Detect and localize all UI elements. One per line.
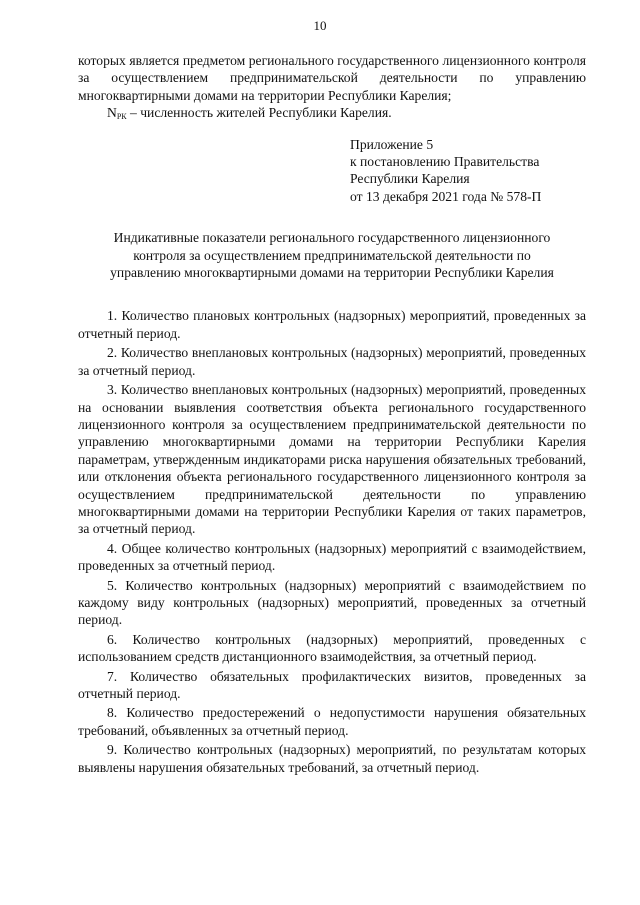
list-item: 6. Количество контрольных (надзорных) мероприятий, проведенных с использованием средств дистанционного взаимодействия, за отчетный период. (78, 631, 586, 665)
list-item: 5. Количество контрольных (надзорных) мероприятий с взаимодействием по каждому виду контрольных (надзорных) мероприятий, проведенных за отчетный период. (78, 577, 586, 628)
list-item: 7. Количество обязательных профилактических визитов, проведенных за отчетный период. (78, 668, 586, 701)
list-item: 3. Количество внеплановых контрольных (надзорных) мероприятий, проведенных на основании выявления соответствия объекта регионального государственного лицензионного контроля за осуществлением предпринимательской деятельности по управлению многоквартирными домами на территории Республики Карелия параметрам, утвержденным индикаторами риска нарушения обязательных требований, или отклонения объекта регионального государственного лицензионного контроля за осуществлением предпринимательской деятельности по управлению многоквартирными домами на территории Республики Карелия от таких параметров, за отчетный период. (78, 382, 586, 537)
list-item: 1. Количество плановых контрольных (надзорных) мероприятий, проведенных за отчетный период. (78, 308, 586, 341)
appendix-line-1: Приложение 5 (350, 136, 434, 152)
page-number: 10 (313, 18, 327, 33)
document-title: Индикативные показатели регионального государственного лицензионного контроля за осуществлением предпринимательской деятельности по управлению многоквартирными домами на территории Республики Карелия (110, 230, 554, 281)
indicator-list (78, 307, 586, 776)
list-item: 4. Общее количество контрольных (надзорных) мероприятий с взаимодействием, проведенных за отчетный период. (78, 540, 586, 574)
list-item: 2. Количество внеплановых контрольных (надзорных) мероприятий, проведенных за отчетный период. (78, 345, 586, 378)
appendix-line-3: Республики Карелия (350, 171, 470, 187)
appendix-line-4: от 13 декабря 2021 года № 578-П (350, 188, 542, 204)
list-item: 9. Количество контрольных (надзорных) мероприятий, по результатам которых выявлены нарушения обязательных требований, за отчетный период. (78, 742, 586, 775)
definition-text: – численность жителей Республики Карелия. (126, 105, 392, 121)
document-body (78, 52, 586, 778)
list-item: 8. Количество предостережений о недопустимости нарушения обязательных требований, объявленных за отчетный период. (78, 705, 586, 738)
definition-subscript: РК (116, 112, 127, 122)
appendix-header (350, 136, 586, 206)
definition-symbol: N (107, 105, 117, 121)
definition-paragraph (78, 104, 586, 125)
continuation-paragraph: которых является предметом регионального государственного лицензионного контроля за осуществлением предпринимательской деятельности по управлению многоквартирными домами на территории Республики Карелия; (78, 53, 586, 103)
appendix-line-2: к постановлению Правительства (350, 154, 540, 170)
